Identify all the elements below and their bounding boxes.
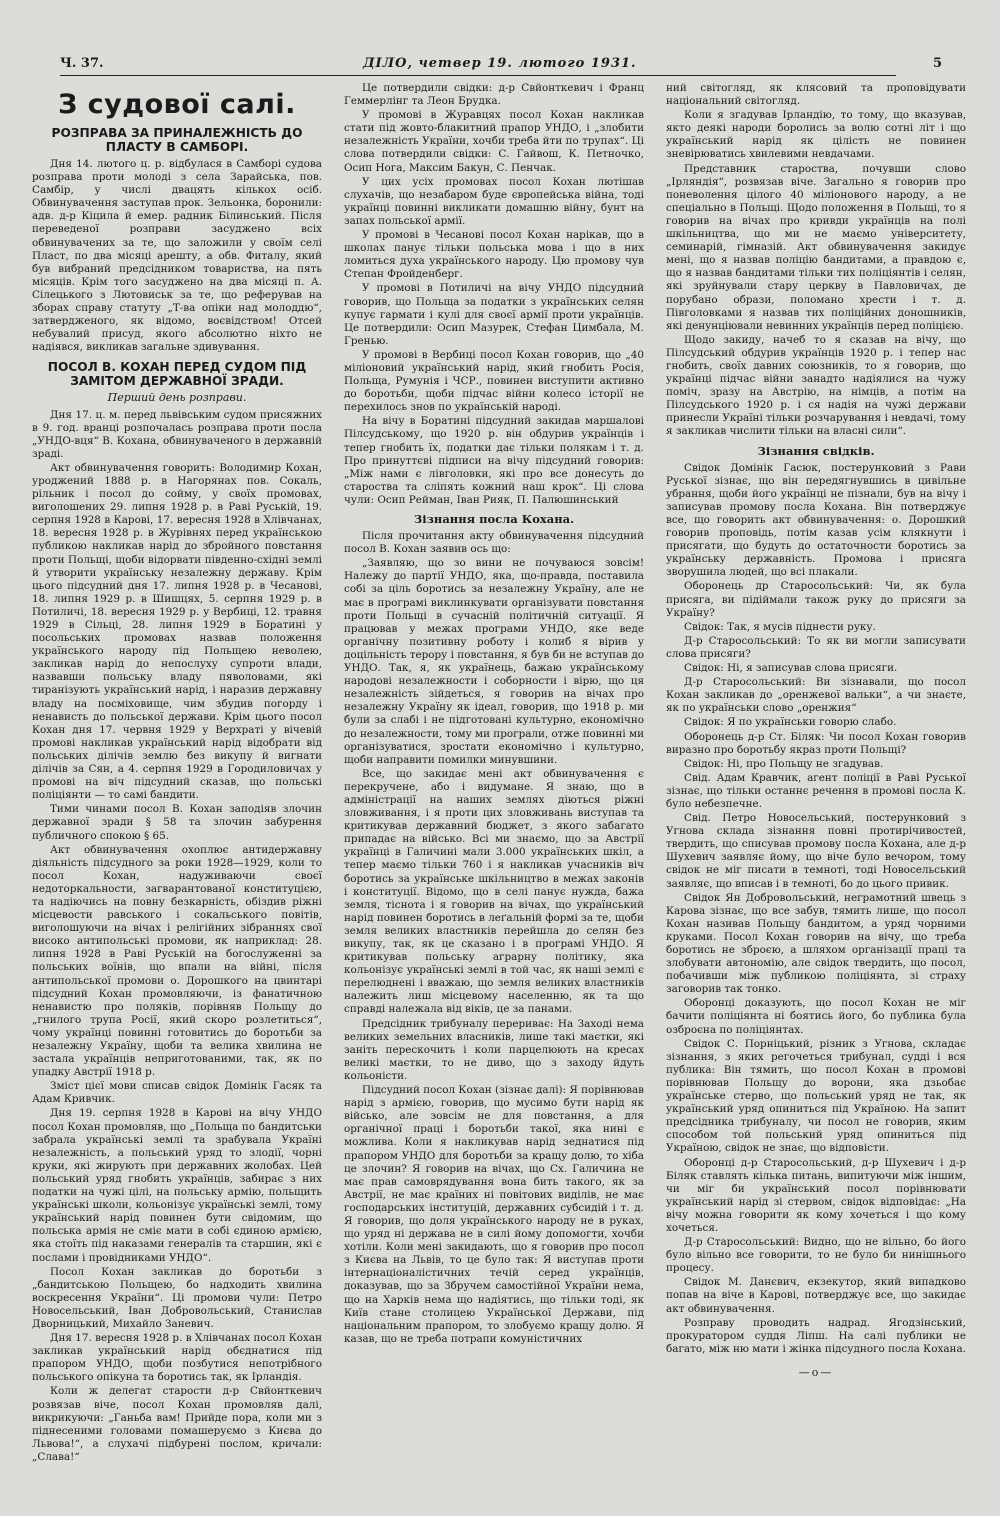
column-3	[666, 82, 966, 1486]
article-2-paragraph: Свід. Адам Кравчик, агент поліції в Раві Руської зізнає, що тільки останнє речення в промові посла К. було небезпечне.	[666, 771, 966, 810]
article-2-paragraph: Оборонець др Старосольський: Чи, як була присяга, ви підіймали також руку до присяги за Україну?	[666, 580, 966, 619]
article-2-paragraph: На вічу в Боратині підсудний закидав маршалові Пілсудському, що 1920 р. він обдурив українців і тепер гнобить їх, податки дає тільки полякам і т. д. Про принуттєві підписи на вічу підсудний говорив: „Між нами є лівголовки, які про все донесуть до староства та сліпять кожний наш крок“. Ці слова чули: Осип Рейман, Іван Рияк, П. Палюшинський	[344, 415, 644, 506]
article-1-title: РОЗПРАВА ЗА ПРИНАЛЕЖНІСТЬ ДО ПЛАСТУ В САМБОРІ.	[51, 126, 303, 154]
article-2-paragraph: Тими чинами посол В. Кохан заподіяв злочин державної зради § 58 та злочин забурення публичного спокою § 65.	[32, 803, 322, 842]
columns	[28, 82, 972, 1486]
article-2-paragraph: Свідок Ян Добровольський, неграмотний швець з Карова зізнає, що все забув, тямить лише, що посол Кохан називав Польщу бандитом, а уряд чорними круками. Посол Кохан говорив на вічу, що треба боротись не зброєю, а шляхом організації праці та злобувати автономію, але свідок твердить, що посол, побачивши між публикою поліціянта, зі страху заговорив так тонко.	[666, 891, 966, 996]
article-2-paragraph: Свідок: Ні, я записував слова присяги.	[684, 662, 898, 675]
article-2-paragraph: Все, що закидає мені акт обвинувачення є перекручене, або і видумане. Я знаю, що в адміністрації на наших землях діються ріжні зловживання, і я проти цих зловживань виступав та критикував державний бюджет, з якого забагато припадає на військо. Всі ми знаємо, що за Австрії українці в Галичині мали 3.000 українських шкіл, а тепер маємо тільки 760 і я накликав учасників віч боротись за українське шкільництво в межах законів і конституції. Відомо, що в селі панує нужда, бажа земля, тіснота і я говорив на вічах, що український нарід повинен боротись в леґальній формі за те, щоби земля великих властників перейшла до селян без викупу, так, як це сказано і в програмі УНДО. Я критикував польську аграрну політику, яка кольонізує українські землі в той час, як наші землі є перелюднені і вважаю, що земля великих властників належить лиш місцевому населенню, як та що справді належала від віків, це за панами.	[344, 767, 644, 1016]
article-2-paragraph: Предсідник трибуналу перериває: На Заході нема великих земельних власників, лише такі маєтки, які заніть перескочить і коли парцелюють на кресах великі маєтки, то не диво, що з заходу йдуть кольоністи.	[344, 1017, 644, 1082]
article-2-paragraph: Свідок: Ні, про Польщу не згадував.	[684, 757, 884, 770]
article-2-paragraph: Акт обвинувачення охоплює антидержавну діяльність підсудного за роки 1928—1929, коли то посол Кохан, надуживаючи своєї недоторкальности, загварантованої конституцією, та надіючись на повну безкарність, обіздив ріжні місцевости равського і сокальського повітів, виголошуючи на вічах і релігійних зібраннях свої високо антипольські промови, як наприклад: 28. липня 1928 в Раві Руській на богослуженні за польських воїнів, що впали на війні, після антипольської промови о. Дорошкого на цвинтарі підсудний Кохан промовляючи, із фанатичною ненавистю про поляків, порівняв Польщу до „гнилого трупа Росії, який скоро розлетиться“, чому українці повинні готовитись до боротьби за незалежну Україну, щоби та велика хвилина не застала українців неприготованими, так, як по упадку Австрії 1918 р.	[32, 843, 322, 1079]
article-2-paragraph: Дня 17. вересня 1928 р. в Хлівчанах посол Кохан закликав український нарід обєднатися під прапором УНДО, щоби позбутися непотрібного польського опікуна та боротись так, як Ірландія.	[32, 1332, 322, 1384]
article-2-paragraph: Підсудний посол Кохан (зізнає далі): Я порівнював нарід з армією, говорив, що мусимо бути нарід як військо, але зовсім не для повстання, а для органічної праці і боротьби такої, яка нині є можлива. Коли я накликував нарід зеднатися під прапором УНДО для боротьби за кращу долю, то хіба це злочин? Я говорив на вічах, що Сх. Галичина не має прав самоврядування вона бить такого, як за Австрії, не має країних ні повітових виділів, не має господарських інституцій, державних субсидій і т. д. Я говорив, що доля українського народу не в руках, що уряд ні держава не в силі йому допомогти, хочби хотіли. Коли мені закидають, що я говорив про посол з Києва на Львів, то це було так: Я виступав проти інтернаціоналістичних течій серед українців, доказував, що за Збручем самостійної України нема, що на Харків нема що надіятись, що тільки тоді, як Київ стане столицею Української Держави, під національним прапором, то злобуємо кращу долю. Я казав, що не треба потрапи комуністичних	[344, 1084, 644, 1345]
issue-number: Ч. 37.	[60, 56, 104, 71]
article-2-paragraph: Дня 19. серпня 1928 в Карові на вічу УНДО посол Кохан промовляв, що „Польща по бандитськи забрала українські землі та зрабувала Україні незалежність, а польський уряд то злодії, чорні круки, які жирують при державних жолобах. Цей польський уряд гнобить українців, забирає з них податки на чужі цілі, на польську армію, польщить українські школи, кольонізує українські землі, тому український нарід повинен бути свідомим, що польська армія не сміє мати в собі єдиною армією, яка стоїть під наказами генералів та старшин, які є послами і провідниками УНДО“.	[32, 1107, 322, 1264]
article-2-paragraph: Свідок: Так, я мусів піднести руку.	[684, 620, 876, 633]
article-2-paragraph: ний світогляд, як клясовий та проповідувати національний світогляд.	[666, 82, 966, 108]
article-2-subtitle: Перший день розправи.	[107, 391, 247, 405]
article-2-paragraph: Д-р Старосольський: Видно, що не вільно, бо його було вільно все говорити, то не було би нинішнього процесу.	[666, 1236, 966, 1275]
article-2-paragraph: Оборонець д-р Ст. Біляк: Чи посол Кохан говорив виразно про боротьбу якраз проти Польщі?	[666, 730, 966, 756]
section-headline: З судової салі.	[58, 89, 296, 120]
article-2-paragraph: Оборонці доказують, що посол Кохан не міг бачити поліціянта ні боятись його, бо публика була озброєна по поліціянтах.	[666, 997, 966, 1036]
masthead-date: ДІЛО, четвер 19. лютого 1931.	[362, 56, 637, 71]
article-2-paragraph: Свідок Домінік Гасюк, постерунковий з Рави Руської зізнає, що він передягнувшись в цивільне убрання, щоби його українці не пізнали, був на вічу і записував промову посла Кохана. Він потверджує все, що говорить акт обвинувачення: о. Дорошкий говорив проповідь, потім казав усім клякнути і присягати, що будуть до остаточности боротись за українську державність. Промова і присяга зворушила людей, що всі плакали.	[666, 461, 966, 579]
article-2-paragraph: У промові в Чесанові посол Кохан нарікав, що в школах панує тільки польська мова і що в них ломиться духа українського народу. Цю промову чув Степан Фройденберг.	[344, 229, 644, 281]
article-2-paragraph: Дня 17. ц. м. перед львівським судом присяжних в 9. год. вранці розпочалась розправа проти посла „УНДО-вця“ В. Кохана, обвинуваченого в державній зраді.	[32, 408, 322, 460]
article-2-title: ПОСОЛ В. КОХАН ПЕРЕД СУДОМ ПІД ЗАМІТОМ ДЕРЖАВНОЇ ЗРАДИ.	[47, 360, 307, 389]
article-2-paragraph: Свідок: Я по українськи говорю слабо.	[684, 716, 897, 729]
article-2-paragraph: Це потвердили свідки: д-р Свйонткевич і Франц Геммерлінг та Леон Брудка.	[344, 82, 644, 108]
article-1-paragraph: Дня 14. лютого ц. р. відбулася в Самборі судова розправа проти молоді з села Зарайська, пов. Самбір, у числі двацять кількох осіб. Обвинувачення заступав прок. Зельонка, боронили: адв. д-р Кіцила й емер. радник Білинський. Після переведеної розправи засуджено всіх обвинувачених за те, що заложили у своїм селі Пласт, по два місяці арешту, а обв. Фиталу, який був вибраний предсідником товариства, на пять місяців. Крім того засуджено на два місяці п. А. Сілецького з Лютовиськ за те, що реферував на зборах справу статуту „Т-ва опіки над молоддю“, затвердженого, як відомо, воєвідством! Отсей небувалий присуд, якого абсолютно ніхто не надіявся, викликав загальне здивування.	[32, 158, 322, 354]
article-2-paragraph: Коли ж делегат старости д-р Свйонткевич розвязав віче, посол Кохан промовляв далі, викрикуючи: „Ганьба вам! Прийде пора, коли ми з піднесеними головами помашеруємо з Києва до Львова!“, а слухачі підбурені послом, кричали: „Слава!“	[32, 1385, 322, 1463]
end-mark: —о—	[798, 1365, 834, 1379]
article-2-paragraph: У промові в Вербиці посол Кохан говорив, що „40 міліоновий український нарід, який гнобить Росія, Польща, Румунія і ЧСР., повинен виступити активно до боротьби, щоби підчас війни колесо історії не перехилось знов по українській народі.	[344, 348, 644, 414]
article-2-paragraph: Коли я згадував Ірландію, то тому, що вказував, якто деякі народи боролись за волю сотні літ і що український нарід як цілість не повинен зневірюватись хвилевими невдачами.	[666, 109, 966, 161]
column-1	[32, 82, 322, 1486]
article-2-paragraph: Д-р Старосольський: Ви зізнавали, що посол Кохан закликав до „оренжевої вальки“, а чи знаєте, як по українськи слово „оренжия“	[666, 676, 966, 715]
article-2-paragraph: Посол Кохан закликав до боротьби з „бандитською Польщею, бо надходить хвилина воскресення України“. Ці промови чули: Петро Новосельський, Іван Добровольський, Станислав Дворницький, Михайло Заневич.	[32, 1265, 322, 1330]
running-head	[60, 56, 942, 76]
article-2-paragraph: Представник староства, почувши слово „Ірляндія“, розвязав віче. Загально я говорив про поневолення цілого 40 міліонового народу, а не спеціально в Польщі. Щодо положення в Польщі, то я говорив на вічах про кривди українців на полі шкільництва, що ми не маємо університету, семинарій, гімназій. Акт обвинувачення закидує мені, що я назвав поліцію бандитами, а правдою є, що я назвав бандитами тільки тих поліціянтів і селян, які зруйнували стару церкву в Павловичах, де порубано образи, поломано хрести і т. д. Півголовками я назвав тих поліційних доношників, які денунціювали невинних українців перед поліцією.	[666, 162, 966, 332]
section-title-witness-testimony: Зізнання свідків.	[757, 443, 875, 458]
article-2-paragraph: Оборонці д-р Старосольський, д-р Шухевич і д-р Біляк ставлять кілька питань, випитуючи між іншим, чи міг би український посол порівнювати український нарід зі стервом, свідок відповідає: „На вічу можна говорити як кому хочеться і що кому хочеться.	[666, 1156, 966, 1234]
section-title-kokhan-testimony: Зізнання посла Кохана.	[413, 512, 575, 526]
article-2-paragraph: Розправу проводить надрад. Ягодзінський, прокуратором суддя Ліпш. На салі публики не багато, між ню мати і жінка підсудного посла Кохана.	[666, 1316, 966, 1355]
article-2-paragraph: У промові в Потиличі на вічу УНДО підсудний говорив, що Польща за податки з українських селян купує гармати і кулі для своєї армії проти українців. Це потвердили: Осип Мазурек, Стефан Цимбала, М. Гренью.	[344, 282, 644, 347]
article-2-paragraph: Свідок М. Данєвич, екзекутор, який випадково попав на віче в Карові, потверджує все, що закидає акт обвинувачення.	[666, 1276, 966, 1315]
article-2-paragraph: Д-р Старосольський: То як ви могли записувати слова присяги?	[666, 634, 966, 660]
article-2-paragraph: Свідок С. Порніцький, різник з Угнова, складає зізнання, з яких регочеться трибунал, судді і вся публика: Він тямить, що посол Кохан в промові порівнював Польщу до ворони, яка дзьобає українське стерво, що польський уряд не так, як український уряд опиниться під Україною. На запит предсідника трибуналу, чи посол не говорив, яким способом той польський уряд опиниться під Україною, свідок не знає, що відповісти.	[666, 1037, 966, 1155]
article-2-paragraph: Акт обвинувачення говорить: Володимир Кохан, уроджений 1888 р. в Нагорянах пов. Сокаль, рільник і посол до сойму, у своїх промовах, виголошених 29. липня 1928 р. в Раві Руській, 19. серпня 1928 в Карові, 17. вересня 1928 в Хлівчанах, 18. вересня 1928 р. в Журівнях перед українською публикою накликав нарід до збройного повстання проти Польщі, щоби відорвати південно-східні землі й утворити українську незалежну державу. Крім цього підсудний дня 17. липня 1928 р. в Чесанові, 18. липня 1929 р. в Шишцях, 5. серпня 1929 р. в Потиличі, 18. вересня 1929 р. у Вербиці, 12. травня 1929 в Сільці, 28. липня 1929 в Боратині у посольських промовах назвав положення українського народу під Польщею неволею, закликав нарід до непослуху супроти влади, назвавши польську владу пяволовами, які тиранізують український нарід, і наразив державну владу на посміховище, чим збудив погорду і ненависть до польської держави. Крім цього посол Кохан дня 17. червня 1929 у Верхраті у вічевій промові накликав український нарід відобрати від польських ділічів землю без викупу й вигнати ділічів за Сян, а 4. серпня 1929 в Городиловичах у промові на віч підсудний сказав, що польські поліціянти — то самі бандити.	[32, 461, 322, 802]
article-2-paragraph: У цих усіх промовах посол Кохан лютішав слухачів, що незабаром буде європейська війна, тоді українці повинні викликати домашню війну, бунт на запах польської армії.	[344, 175, 644, 227]
article-2-paragraph: Свід. Петро Новосельський, постерунковий з Угнова склада зізнання повні протирічивостей, твердить, що списував промову посла Кохана, але д-р Шухевич заявляє йому, що віче було вечором, тому свідок не міг писати в темноті, тоді Новосельський заявляє, що вписав і в темноті, бо до цього привик.	[666, 812, 966, 890]
column-2	[344, 82, 644, 1486]
article-2-paragraph: „Заявляю, що зо вини не почуваюся зовсім! Належу до партії УНДО, яка, що-правда, поставила собі за ціль боротись за незалежну Україну, але не має в програмі виклинкувати організувати повстання проти Польщі в сучасній політичній ситуації. Я працював у межах програми УНДО, яке веде органічну позитивну роботу і колиб я вірив у доцільність терору і повстання, я був би не вступав до УНДО. Так, я, як українець, бажаю українському народові незалежности і соборности і вірю, що ця незалежність зійдеться, я говорив на вічах про незалежну Україну як ідеал, говорив, що 1918 р. ми були за слабі і не підготовані культурно, економічно до незалежности, тому ми програли, отже повинні ми організуватися, зростати економічно і культурно, щоби направити помилки минувшини.	[344, 557, 644, 766]
article-2-paragraph: Після прочитання акту обвинувачення підсудний посол В. Кохан заявив ось що:	[344, 530, 644, 556]
article-2-paragraph: У промові в Журавцях посол Кохан накликав стати під жовто-блакитний прапор УНДО, і „злобити незалежність України, хочби треба йти по трупах“. Ці слова потвердили свідки: С. Гайвош, К. Петночко, Осип Нога, Максим Бакун, С. Пенчак.	[344, 109, 644, 174]
article-2-paragraph: Зміст цієї мови списав свідок Домінік Гасяк та Адам Кривчик.	[32, 1080, 322, 1106]
article-2-paragraph: Щодо закиду, начеб то я сказав на вічу, що Пілсудський обдурив українців 1920 р. і тепер нас гнобить, своїх давних союзників, то я говорив, що українці підчас війни занадто надіялися на чужу поміч, зразу на Австрію, на німців, а потім на Пілсудського 1920 р. і ся надія на чужі держави принесли Україні тільки розчарування і невдачі, тому я закликав числити тільки на власні сили“.	[666, 333, 966, 438]
page-number: 5	[932, 56, 942, 71]
